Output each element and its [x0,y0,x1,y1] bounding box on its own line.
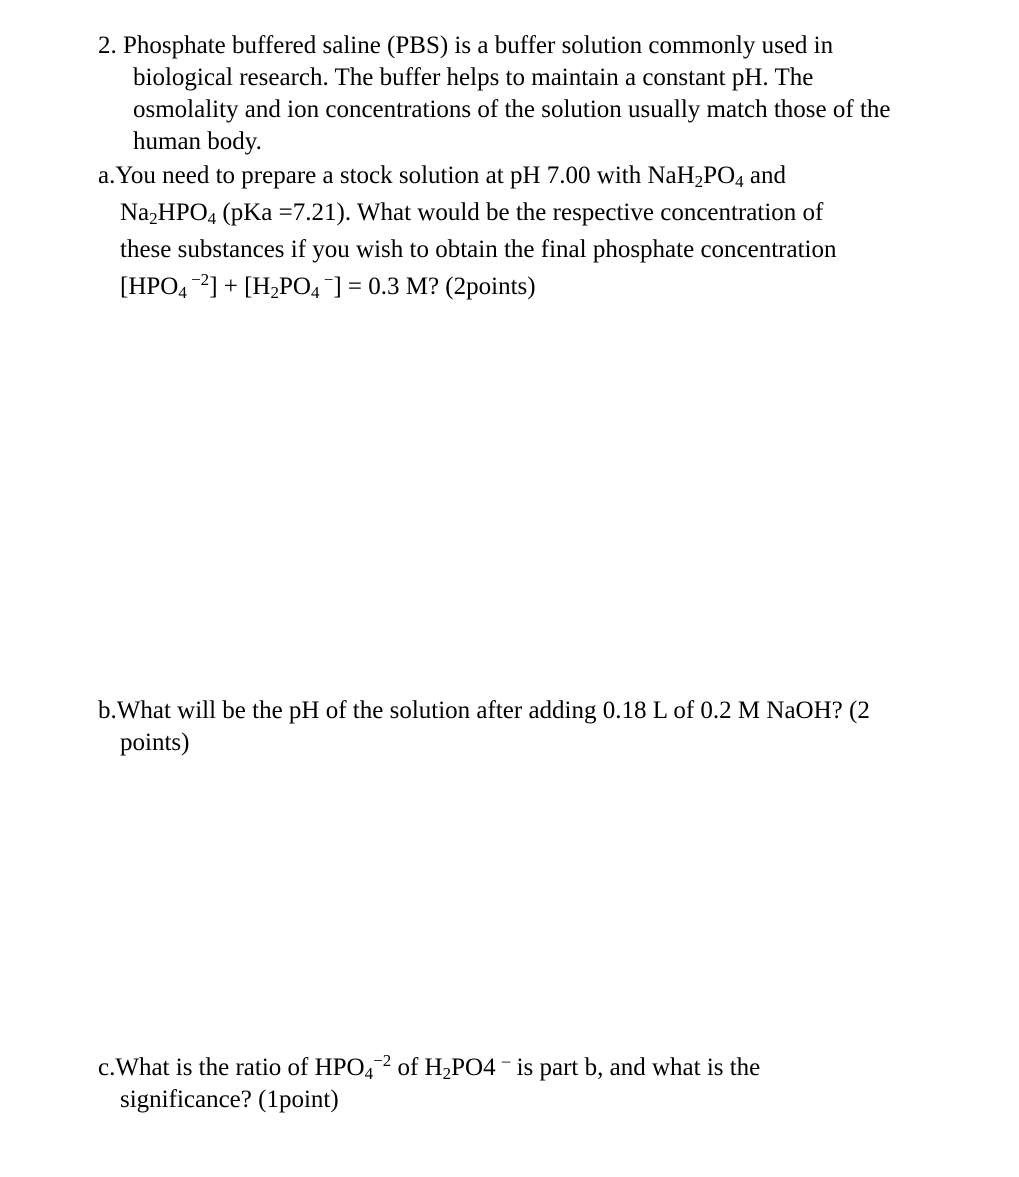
part-b-letter: b. [98,697,117,724]
part-a-line-2: $Na_2HPO_4$ (pKa =7.21). What would be the respective concentration of [120,199,824,228]
part-c-letter: c. [98,1054,116,1081]
part-c-line-1: c.What is the ratio of $HPO_4^{-2}$ of $H_2PO4$ – is part b, and what is the [98,1051,761,1083]
part-a-line-3: these substances if you wish to obtain the final phosphate concentration [120,236,837,263]
question-2-line-2: biological research. The buffer helps to maintain a constant pH. The [133,64,814,91]
part-a-letter: a. [98,162,116,189]
question-2-line-3: osmolality and ion concentrations of the solution usually match those of the [133,96,891,123]
question-number: 2. [98,32,117,59]
question-2-line-1: 2. Phosphate buffered saline (PBS) is a buffer solution commonly used in [98,32,834,59]
part-c-line-2: significance? (1point) [120,1086,339,1113]
part-a-line-1: a.You need to prepare a stock solution at pH 7.00 with $NaH_2PO_4$ and [98,162,786,191]
part-a-line-4: [$HPO_4$ $^{-2}] + [H_2PO_4$ −] = 0.3 M? (2points) [120,270,536,302]
question-2-line-4: human body. [133,128,262,155]
part-b-line-2: points) [120,729,190,756]
part-b-line-1: b.What will be the pH of the solution after adding 0.18 L of 0.2 M NaOH? (2 [98,697,870,724]
